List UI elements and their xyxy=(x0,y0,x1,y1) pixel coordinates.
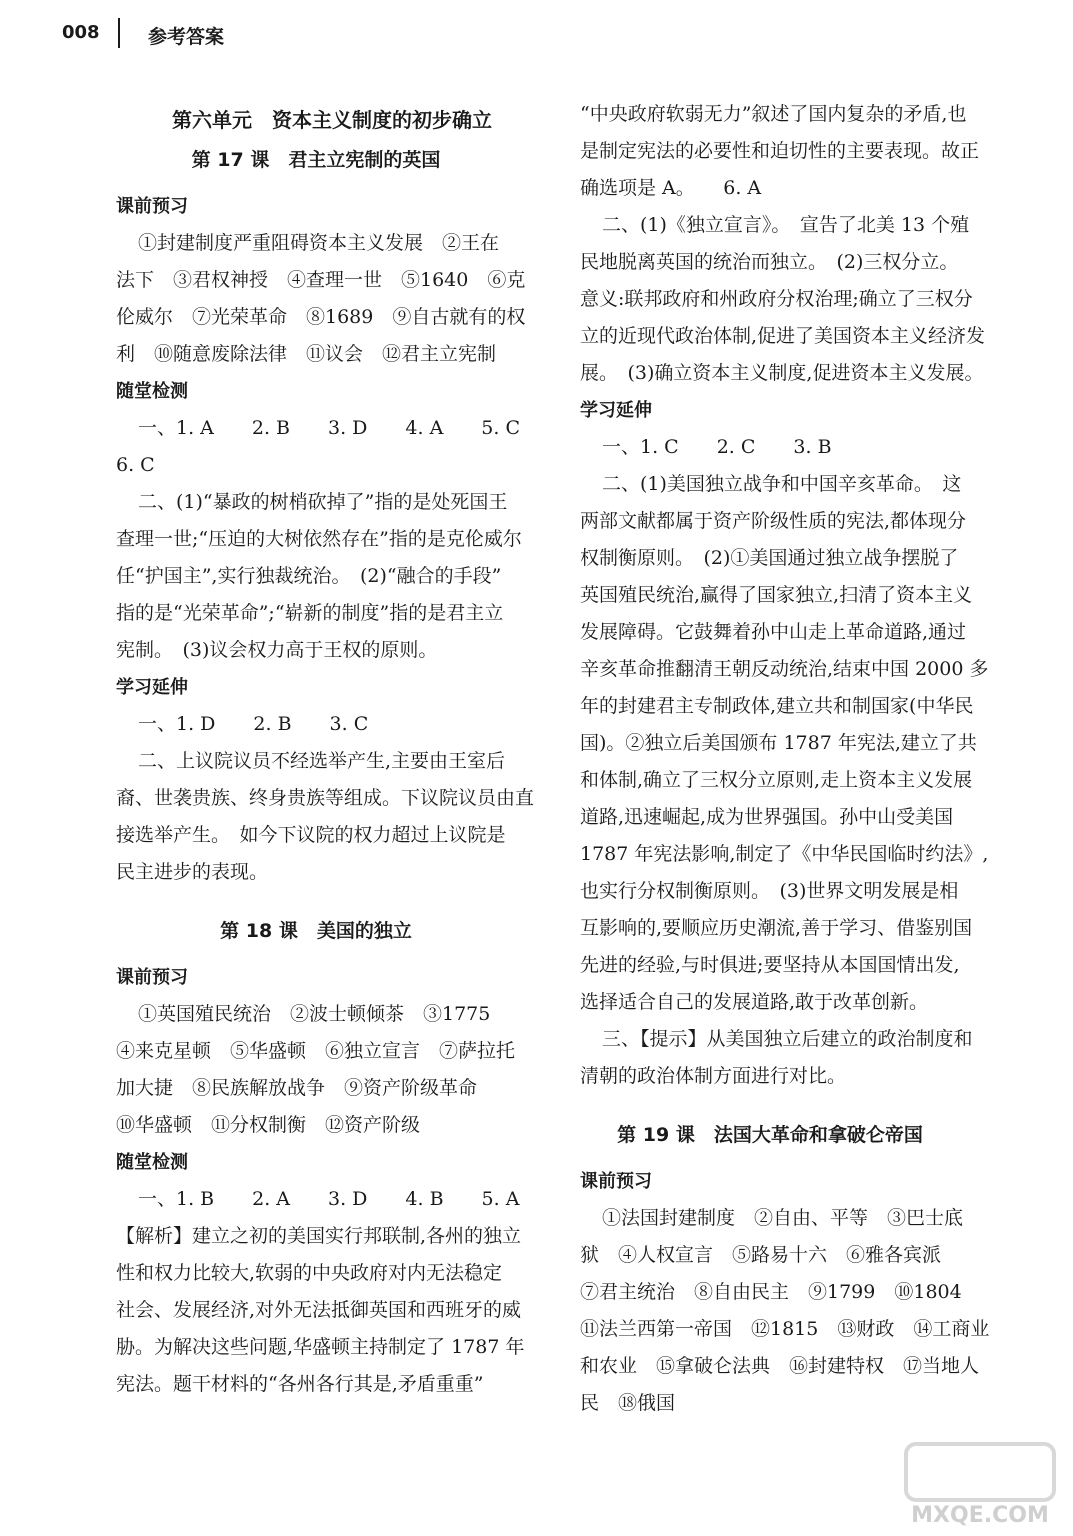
text-line: ⑩华盛顿 ⑪分权制衡 ⑫资产阶级 xyxy=(116,1114,421,1136)
text-line: 年的封建君主专制政体,建立共和制国家(中华民 xyxy=(580,695,974,717)
text-line: 法下 ③君权神授 ④查理一世 ⑤1640 ⑥克 xyxy=(116,269,526,291)
text-line: 二、上议院议员不经选举产生,主要由王室后 xyxy=(138,750,506,772)
text-line: ④来克星顿 ⑤华盛顿 ⑥独立宣言 ⑦萨拉托 xyxy=(116,1040,516,1062)
text-line: 【解析】建立之初的美国实行邦联制,各州的独立 xyxy=(116,1225,522,1247)
left-column xyxy=(116,100,535,1403)
lesson-18-title: 第 18 课 美国的独立 xyxy=(220,920,412,942)
text-line: 先进的经验,与时俱进;要坚持从本国国情出发, xyxy=(580,954,960,976)
unit-title: 第六单元 资本主义制度的初步确立 xyxy=(172,108,492,132)
section-heading-extension: 学习延伸 xyxy=(116,677,188,698)
text-line: 伦威尔 ⑦光荣革命 ⑧1689 ⑨自古就有的权 xyxy=(116,306,526,328)
header-divider xyxy=(118,18,120,48)
text-line: ⑦君主统治 ⑧自由民主 ⑨1799 ⑩1804 xyxy=(580,1281,962,1303)
section-heading-quiz: 随堂检测 xyxy=(116,381,188,402)
text-line: 二、(1)美国独立战争和中国辛亥革命。 这 xyxy=(602,473,962,495)
text-line: “中央政府软弱无力”叙述了国内复杂的矛盾,也 xyxy=(580,103,967,125)
l18-preview xyxy=(116,996,516,1144)
l17-extension-part2 xyxy=(116,743,535,891)
l17-quiz-part2 xyxy=(116,484,522,669)
text-line: ①英国殖民统治 ②波士顿倾茶 ③1775 xyxy=(138,1003,491,1025)
text-line: 民地脱离英国的统治而独立。 (2)三权分立。 xyxy=(580,251,959,273)
text-line: 查理一世;“压迫的大树依然存在”指的是克伦威尔 xyxy=(116,528,522,550)
text-line: 一、1. D 2. B 3. C xyxy=(138,713,369,735)
text-line: 发展障碍。它鼓舞着孙中山走上革命道路,通过 xyxy=(580,621,967,643)
text-line: 意义:联邦政府和州政府分权治理;确立了三权分 xyxy=(580,288,973,310)
section-heading-preview: 课前预习 xyxy=(580,1171,652,1192)
text-line: 一、1. C 2. C 3. B xyxy=(602,436,832,458)
l19-preview xyxy=(580,1200,990,1422)
watermark-logo xyxy=(900,1440,1060,1530)
text-line: 两部文献都属于资产阶级性质的宪法,都体现分 xyxy=(580,510,967,532)
text-line: 三、【提示】从美国独立后建立的政治制度和 xyxy=(602,1028,973,1050)
section-heading-preview: 课前预习 xyxy=(116,967,188,988)
text-line: 国)。②独立后美国颁布 1787 年宪法,建立了共 xyxy=(580,732,977,754)
text-line: 互影响的,要顺应历史潮流,善于学习、借鉴别国 xyxy=(580,917,973,939)
l18-analysis xyxy=(116,1218,525,1403)
section-heading-preview: 课前预习 xyxy=(116,196,188,217)
text-line: 宪制。 (3)议会权力高于王权的原则。 xyxy=(116,639,438,661)
text-line: 裔、世袭贵族、终身贵族等组成。下议院议员由直 xyxy=(116,787,535,809)
text-line: 是制定宪法的必要性和迫切性的主要表现。故正 xyxy=(580,140,980,162)
l18-continued xyxy=(580,96,980,207)
l18-extension-part3 xyxy=(580,1021,980,1095)
text-line: 立的近现代政治体制,促进了美国资本主义经济发 xyxy=(580,325,986,347)
text-line: 民 ⑱俄国 xyxy=(580,1392,676,1414)
l17-preview xyxy=(116,225,526,373)
right-column xyxy=(580,96,990,1422)
l18-extension-part2 xyxy=(580,466,989,1021)
text-line: ①封建制度严重阻碍资本主义发展 ②王在 xyxy=(138,232,500,254)
text-line: 辛亥革命推翻清王朝反动统治,结束中国 2000 多 xyxy=(580,658,989,680)
text-line: 胁。为解决这些问题,华盛顿主持制定了 1787 年 xyxy=(116,1336,525,1358)
text-line: 道路,迅速崛起,成为世界强国。孙中山受美国 xyxy=(580,806,954,828)
text-line: 加大捷 ⑧民族解放战争 ⑨资产阶级革命 xyxy=(116,1077,478,1099)
text-line: 一、1. B 2. A 3. D 4. B 5. A xyxy=(138,1188,520,1210)
text-line: 一、1. A 2. B 3. D 4. A 5. C xyxy=(138,417,521,439)
text-line: 二、(1)“暴政的树梢砍掉了”指的是处死国王 xyxy=(138,491,508,513)
text-line: 展。 (3)确立资本主义制度,促进资本主义发展。 xyxy=(580,362,984,384)
l17-extension xyxy=(116,706,516,743)
text-line: 权制衡原则。 (2)①美国通过独立战争摆脱了 xyxy=(580,547,959,569)
lesson-19-title: 第 19 课 法国大革命和拿破仑帝国 xyxy=(617,1124,923,1146)
lesson-17-title: 第 17 课 君主立宪制的英国 xyxy=(191,149,441,171)
text-line: 清朝的政治体制方面进行对比。 xyxy=(580,1065,847,1087)
l17-quiz xyxy=(116,410,521,484)
l18-quiz-part2 xyxy=(580,207,986,392)
text-line: 宪法。题干材料的“各州各行其是,矛盾重重” xyxy=(116,1373,484,1395)
text-line: 任“护国主”,实行独裁统治。 (2)“融合的手段” xyxy=(116,565,502,587)
text-line: ⑪法兰西第一帝国 ⑫1815 ⑬财政 ⑭工商业 xyxy=(580,1318,990,1340)
text-line: 6. C xyxy=(116,454,155,476)
text-line: 利 ⑩随意废除法律 ⑪议会 ⑫君主立宪制 xyxy=(116,343,497,365)
text-line: 狱 ④人权宣言 ⑤路易十六 ⑥雅各宾派 xyxy=(580,1244,942,1266)
text-line: 二、(1)《独立宣言》。 宣告了北美 13 个殖 xyxy=(602,214,970,236)
text-line: ①法国封建制度 ②自由、平等 ③巴士底 xyxy=(602,1207,964,1229)
header-title: 参考答案 xyxy=(148,26,225,48)
text-line: 确选项是 A。 6. A xyxy=(580,177,762,199)
text-line: 接选举产生。 如今下议院的权力超过上议院是 xyxy=(116,824,506,846)
text-line: 也实行分权制衡原则。 (3)世界文明发展是相 xyxy=(580,880,959,902)
text-line: 社会、发展经济,对外无法抵御英国和西班牙的威 xyxy=(116,1299,522,1321)
section-heading-extension: 学习延伸 xyxy=(580,400,652,421)
text-line: 选择适合自己的发展道路,敢于改革创新。 xyxy=(580,991,929,1013)
text-line: 指的是“光荣革命”;“崭新的制度”指的是君主立 xyxy=(116,602,504,624)
text-line: 性和权力比较大,软弱的中央政府对内无法稳定 xyxy=(116,1262,503,1284)
watermark-text: MXQE.COM xyxy=(911,1503,1049,1528)
l18-extension xyxy=(580,429,980,466)
page-header xyxy=(0,18,1073,58)
page-number: 008 xyxy=(62,22,100,43)
text-line: 和体制,确立了三权分立原则,走上资本主义发展 xyxy=(580,769,973,791)
l18-quiz xyxy=(116,1181,520,1218)
text-line: 和农业 ⑮拿破仑法典 ⑯封建特权 ⑰当地人 xyxy=(580,1355,980,1377)
text-line: 1787 年宪法影响,制定了《中华民国临时约法》, xyxy=(580,843,989,865)
text-line: 民主进步的表现。 xyxy=(116,861,269,883)
text-line: 英国殖民统治,赢得了国家独立,扫清了资本主义 xyxy=(580,584,973,606)
section-heading-quiz: 随堂检测 xyxy=(116,1152,188,1173)
